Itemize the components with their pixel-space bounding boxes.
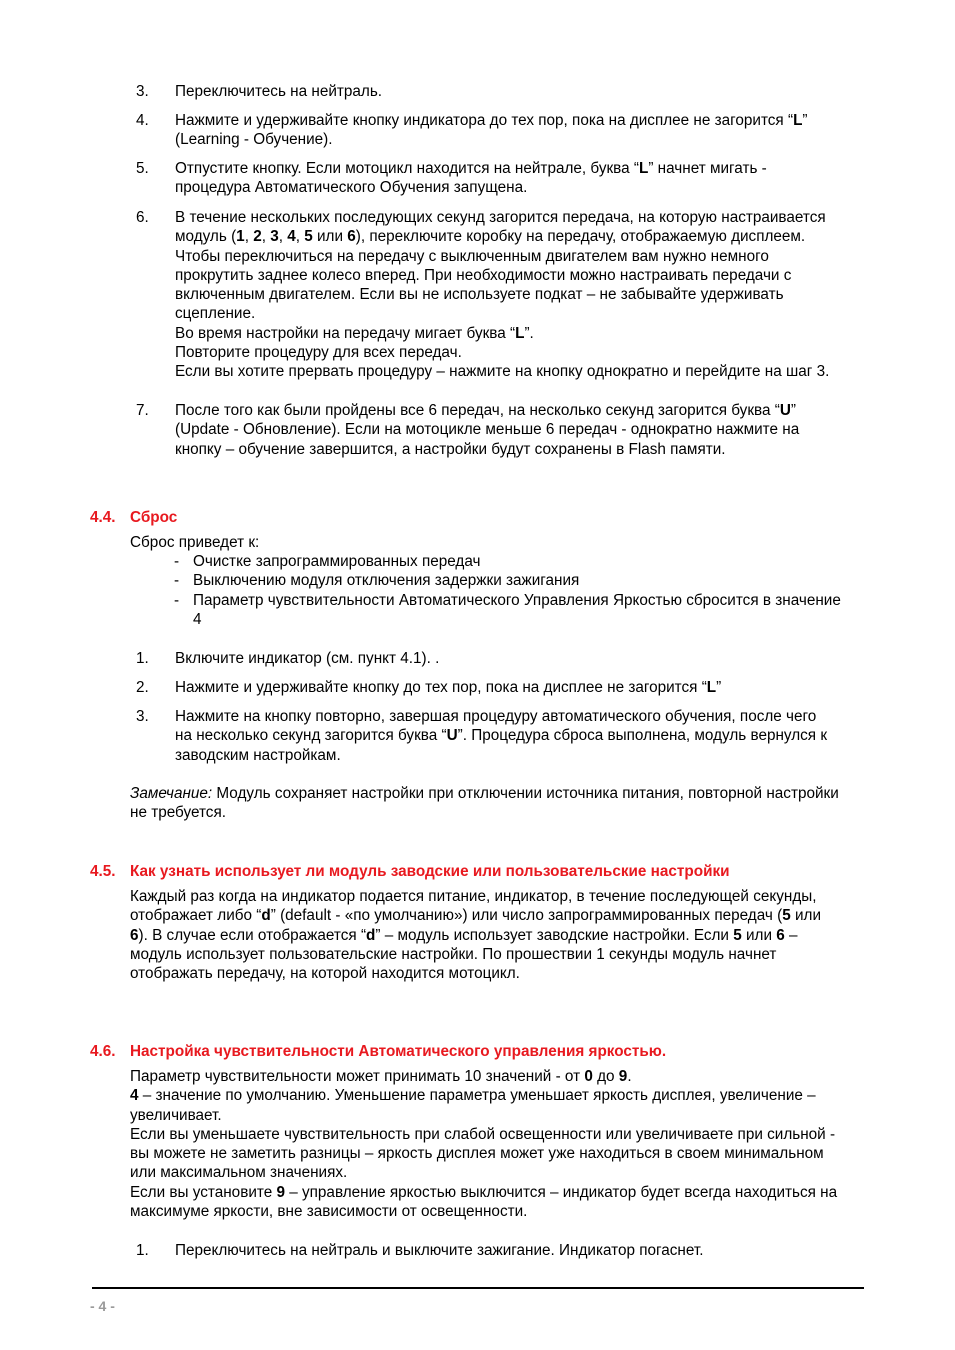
text-run: ” – модуль использует заводские настройки. Если	[375, 926, 734, 944]
list-text	[175, 707, 835, 765]
bullet-text: Выключению модуля отключения задержки зажигания	[193, 572, 580, 589]
bold-value: 9	[276, 1183, 285, 1201]
text-run: Во время настройки на передачу мигает буква “	[175, 324, 516, 342]
bold-value: U	[446, 727, 458, 745]
section-heading-4-6	[90, 1042, 890, 1061]
section-heading-4-4	[90, 508, 890, 527]
bullet-text: Параметр чувствительности Автоматического Управления Яркостью сбросится в значение 4	[193, 592, 841, 629]
text-run: Переключитесь на нейтраль и выключите зажигание. Индикатор погаснет.	[175, 1242, 704, 1259]
bullet-dash: -	[174, 592, 180, 609]
bold-value: 3	[270, 228, 279, 246]
list-text	[175, 1241, 835, 1260]
list-number: 2.	[136, 679, 149, 696]
text-run: ,	[278, 228, 288, 246]
reset-intro: Сброс приведет к:	[130, 534, 260, 551]
bold-value: L	[515, 324, 525, 342]
list-number: 1.	[136, 1242, 149, 1259]
reset-note	[130, 784, 840, 823]
text-run: В течение нескольких последующих секунд загорится передача, на которую настраивается модуль (	[175, 209, 826, 246]
text-run: ,	[295, 228, 305, 246]
bullet-dash: -	[174, 553, 180, 570]
text-run: – управление яркостью выключится – индикатор будет всегда находиться на максимуме яркости, вне зависимости от освещенности.	[130, 1183, 838, 1221]
text-run: Нажмите на кнопку повторно, завершая процедуру автоматического обучения, после чего на несколько секунд загорится буква “	[175, 708, 817, 745]
list-text	[175, 649, 835, 668]
list-text	[175, 82, 835, 101]
section-heading-4-5	[90, 862, 890, 881]
note-label: Замечание:	[130, 785, 213, 802]
bold-value: d	[261, 907, 271, 925]
bold-value: 6	[347, 228, 356, 246]
sensitivity-text	[130, 1067, 840, 1221]
text-run: Нажмите и удерживайте кнопку индикатора до тех пор, пока на дисплее не загорится “	[175, 112, 794, 129]
text-run: ”	[716, 679, 722, 696]
list-text	[175, 159, 835, 198]
text-run: ,	[261, 228, 271, 246]
bold-value: L	[638, 160, 649, 177]
bold-value: L	[706, 679, 717, 696]
text-run: ,	[244, 228, 254, 246]
bullet-dash: -	[174, 572, 180, 589]
footer-divider	[92, 1287, 864, 1289]
bold-value: 4	[287, 228, 296, 246]
bold-value: 5	[782, 907, 791, 925]
text-run: ”. Процедура сброса выполнена, модуль вернулся к заводским настройкам.	[175, 727, 828, 764]
list-text	[175, 111, 835, 150]
text-run: Повторите процедуру для всех передач.	[175, 344, 462, 362]
list-number: 5.	[136, 160, 149, 177]
text-run: или	[741, 926, 777, 944]
text-run: Включите индикатор (см. пункт 4.1). .	[175, 650, 440, 667]
bold-value: 6	[130, 926, 139, 944]
note-text: Модуль сохраняет настройки при отключении источника питания, повторной настройки не требуется.	[130, 785, 839, 822]
bold-value: d	[366, 926, 376, 944]
text-run: Если вы установите	[130, 1183, 277, 1201]
section-title: Сброс	[130, 509, 178, 526]
list-number: 6.	[136, 209, 149, 226]
list-number: 7.	[136, 402, 149, 419]
section-number: 4.6.	[90, 1043, 116, 1060]
text-run: Если вы уменьшаете чувствительность при слабой освещенности или увеличиваете при сильной - вы можете не заметить разницы – яркость дисплея может уже находиться в своем минимальном или максимальном значениях.	[130, 1125, 836, 1182]
settings-detect-text	[130, 887, 840, 983]
bold-value: 6	[776, 926, 785, 944]
bold-value: L	[793, 112, 803, 129]
bold-value: U	[779, 402, 791, 419]
text-run: ”.	[524, 324, 534, 342]
bold-value: 1	[236, 228, 245, 246]
text-run: – модуль использует пользовательские настройки. По прошествии 1 секунды модуль начнет отображать передачу, на которой находится мотоцикл.	[130, 926, 798, 983]
bold-value: 4	[130, 1087, 139, 1105]
bold-value: 0	[584, 1068, 593, 1085]
bold-value: 9	[618, 1068, 628, 1085]
text-run: Параметр чувствительности может принимать 10 значений - от	[130, 1068, 585, 1085]
text-run: Отпустите кнопку. Если мотоцикл находится на нейтрале, буква “	[175, 160, 639, 177]
section-title: Как узнать использует ли модуль заводские или пользовательские настройки	[130, 863, 730, 880]
list-text	[175, 401, 835, 459]
text-run: ” (default - «по умолчанию») или число запрограммированных передач (	[270, 907, 783, 925]
text-run: до	[592, 1068, 619, 1085]
text-run: – значение по умолчанию. Уменьшение параметра уменьшает яркость дисплея, увеличение – увеличивает.	[130, 1087, 816, 1124]
list-number: 3.	[136, 708, 149, 725]
text-run: ), переключите коробку на передачу, отображаемую дисплеем. Чтобы переключиться на передачу с выключенным двигателем вам нужно немного прокрутить заднее колесо вперед. При необходимости можно настраивать передачи с включенным двигателем. Если вы не используете подкат – не забывайте удерживать сцепление.	[175, 228, 806, 323]
text-run: или	[312, 228, 348, 246]
text-run: или	[790, 907, 821, 925]
text-run: ). В случае если отображается “	[138, 926, 367, 944]
text-run: ” (Update - Обновление). Если на мотоцикле меньше 6 передач - однократно нажмите на кнопку – обучение завершится, а настройки будут сохранены в Flash памяти.	[175, 402, 800, 458]
text-run: Если вы хотите прервать процедуру – нажмите на кнопку однократно и перейдите на шаг 3.	[175, 363, 830, 381]
bold-value: 2	[253, 228, 262, 246]
text-run: Переключитесь на нейтраль.	[175, 83, 383, 100]
list-number: 1.	[136, 650, 149, 667]
list-number: 4.	[136, 112, 149, 129]
text-run: Каждый раз когда на индикатор подается питание, индикатор, в течение последующей секунды, отображает либо “	[130, 888, 817, 925]
text-run: .	[627, 1068, 632, 1085]
text-run: Нажмите и удерживайте кнопку до тех пор, пока на дисплее не загорится “	[175, 679, 707, 696]
bold-value: 5	[304, 228, 313, 246]
page-number: - 4 -	[90, 1298, 115, 1314]
list-text	[175, 678, 835, 697]
bullet-text: Очистке запрограммированных передач	[193, 553, 481, 570]
list-text	[175, 208, 835, 382]
text-run: ” (Learning - Обучение).	[175, 112, 808, 149]
section-number: 4.4.	[90, 509, 116, 526]
list-number: 3.	[136, 83, 149, 100]
bold-value: 5	[733, 926, 742, 944]
text-run: После того как были пройдены все 6 передач, на несколько секунд загорится буква “	[175, 402, 780, 419]
text-run: ” начнет мигать - процедура Автоматического Обучения запущена.	[175, 160, 767, 197]
section-title: Настройка чувствительности Автоматического управления яркостью.	[130, 1043, 667, 1060]
section-number: 4.5.	[90, 863, 116, 880]
